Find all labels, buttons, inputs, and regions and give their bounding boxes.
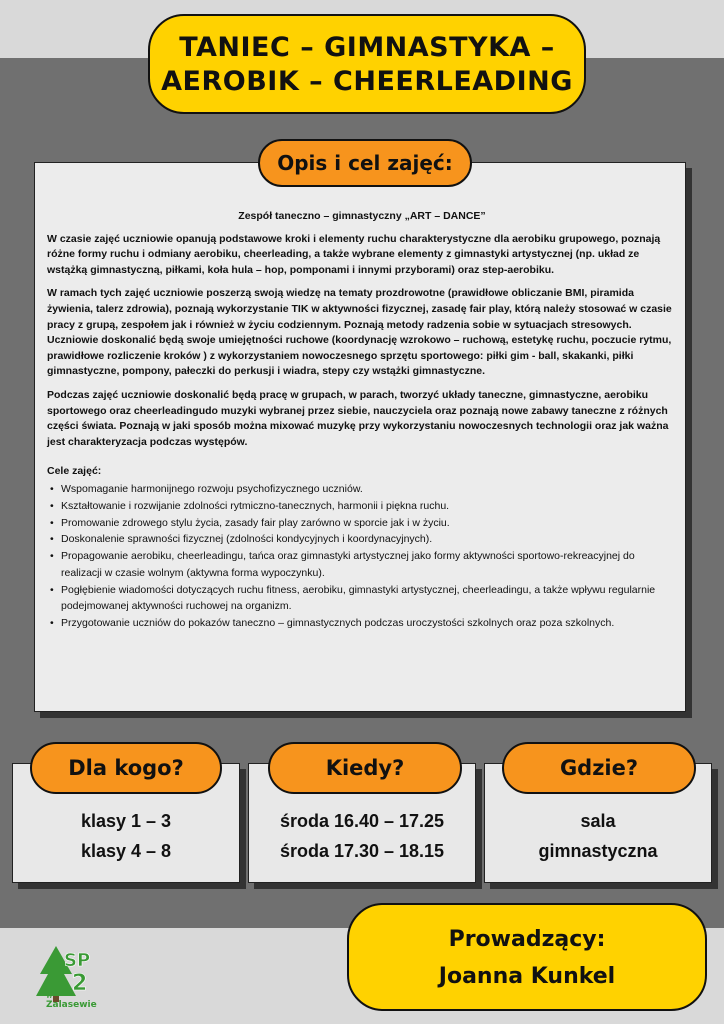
logo-number: 2 — [72, 971, 88, 996]
logo-sp: SP — [64, 950, 91, 971]
goals-list — [47, 481, 677, 632]
title-line-2: AEROBIK – CHEERLEADING — [161, 66, 573, 97]
who-heading: Dla kogo? — [30, 742, 222, 794]
logo-w: w — [46, 991, 53, 1000]
description-content — [47, 209, 677, 632]
goal-item: • Doskonalenie sprawności fizycznej (zdolności kondycyjnych i koordynacyjnych). — [61, 531, 677, 548]
leader-name: Joanna Kunkel — [438, 964, 616, 989]
leader-heading: Prowadzący: — [448, 927, 606, 952]
paragraph-2: W ramach tych zajęć uczniowie poszerzą swoją wiedzę na tematy prozdrowotne (prawidłowe obliczanie BMI, piramida żywienia, talerz zdrowia), poznają wykorzystanie TIK w aktywności fizycznej, zasadę fair play, którą należy stosować w czasie pracy z grupą, zespołem jak i również w życiu codziennym. Poznają metody radzenia sobie w sytuacjach stresowych. Uczniowie doskonalić będą swoje umiejętności ruchowe (koordynację wzrokowo – ruchową, estetykę ruchu, poczucie rytmu, prawidłowe rozliczenie kroków ) z wykorzystaniem nowoczesnego sprzętu sportowego: piłki gim - ball, skakanki, piłki gimnastyczne, pompony, pałeczki do perkusji i wiadra, stepy czy wstążki gimnastyczne. — [47, 287, 672, 378]
who-line-1: klasy 1 – 3 — [80, 811, 172, 831]
goal-item: • Pogłębienie wiadomości dotyczących ruchu fitness, aerobiku, gimnastyki artystycznej, cheerleadingu, a także wpływu regularnie podejmowanej aktywności ruchowej na organizm. — [61, 582, 677, 616]
goals-title: Cele zajęć: — [47, 465, 102, 478]
title-banner — [148, 14, 586, 114]
goal-item: • Promowanie zdrowego stylu życia, zasady fair play zarówno w sporcie jak i w życiu. — [61, 515, 677, 532]
where-line-2: gimnastyczna — [538, 841, 658, 861]
when-line-1: środa 16.40 – 17.25 — [279, 811, 445, 831]
leader-banner — [347, 903, 707, 1011]
school-logo — [34, 940, 100, 1010]
goal-item: • Wspomaganie harmonijnego rozwoju psychofizycznego uczniów. — [61, 481, 677, 498]
when-heading: Kiedy? — [268, 742, 462, 794]
description-heading: Opis i cel zajęć: — [258, 139, 472, 187]
goal-item: • Przygotowanie uczniów do pokazów taneczno – gimnastycznych podczas uroczystości szkolnych oraz poza szkolnych. — [61, 615, 677, 632]
logo-place: Zalasewie — [46, 1000, 97, 1010]
when-line-2: środa 17.30 – 18.15 — [279, 841, 445, 861]
where-text — [484, 806, 712, 866]
paragraph-3: Podczas zajęć uczniowie doskonalić będą pracę w grupach, w parach, tworzyć układy taneczne, gimnastyczne, aerobiku sportowego oraz cheerleadingudo muzyki wybranej przez siebie, nauczyciela oraz poznają nowe zabawy taneczne z różnych części świata. Poznają w jaki sposób można mixować muzykę przy wykorzystaniu nowoczesnych technologii oraz jak ważna jest charakteryzacja podczas występów. — [47, 388, 669, 448]
who-line-2: klasy 4 – 8 — [80, 841, 172, 861]
when-text — [248, 806, 476, 866]
where-line-1: sala — [580, 811, 616, 831]
paragraph-1: W czasie zajęć uczniowie opanują podstawowe kroki i elementy ruchu charakterystyczne dla aerobiku grupowego, poznają różne formy ruchu i odmiany aerobiku, cheerleading, a także wybrane elementy z gimnastyki artystycznej (np. układ ze wstążką gimnastyczną, piłkami, koła hula – hop, pomponami i innymi przyborami) oraz step-aerobiku. — [47, 232, 661, 276]
goal-item: • Propagowanie aerobiku, cheerleadingu, tańca oraz gimnastyki artystycznej jako formy aktywności sportowo-rekreacyjnej do realizacji w czasie wolnym (aktywna forma wypoczynku). — [61, 548, 677, 582]
where-heading: Gdzie? — [502, 742, 696, 794]
goal-item: • Kształtowanie i rozwijanie zdolności rytmiczno-tanecznych, harmonii i piękna ruchu. — [61, 498, 677, 515]
team-name: Zespół taneczno – gimnastyczny „ART – DANCE” — [238, 210, 486, 222]
title-line-1: TANIEC – GIMNASTYKA – — [179, 32, 555, 63]
who-text — [12, 806, 240, 866]
